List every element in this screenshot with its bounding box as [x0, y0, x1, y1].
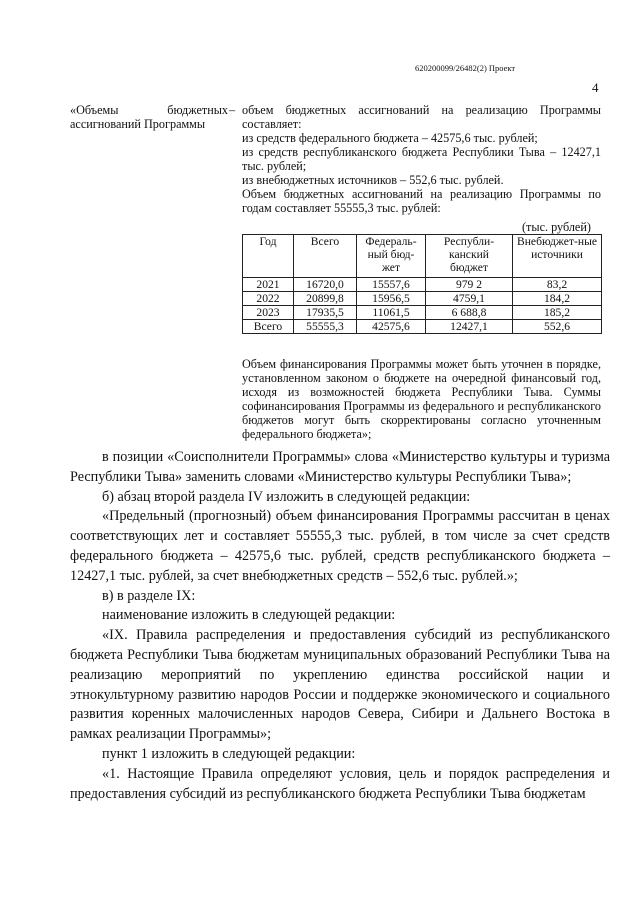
by-year-line: Объем бюджетных ассигнований на реализацию Программы по годам составляет 55555,3 тыс. рублей:: [242, 187, 601, 215]
table-header-cell: Республи-канский бюджет: [426, 235, 513, 278]
amendment-text: [70, 448, 610, 804]
paragraph: б) абзац второй раздела IV изложить в следующей редакции:: [102, 488, 471, 505]
paragraph: «IX. Правила распределения и предоставления субсидий из республиканского бюджета Республики Тыва бюджетам муниципальных образований Республики Тыва на реализацию мероприятий по укреплению единства российской нации и этнокультурному развитию народов России и поддержке экономического и социального развития коренных малочисленных народов Севера, Сибири и Дальнего Востока в рамках реализации Программы»;: [70, 627, 610, 743]
table-cell: 20899,8: [294, 292, 357, 306]
republic-budget-line: из средств республиканского бюджета Республики Тыва – 12427,1 тыс. рублей;: [242, 145, 601, 173]
federal-budget-line: из средств федерального бюджета – 42575,6 тыс. рублей;: [242, 131, 538, 145]
table-header-cell: Всего: [294, 235, 357, 278]
paragraph: «1. Настоящие Правила определяют условия, цель и порядок распределения и предоставления субсидий из республиканского бюджета Республики Тыва бюджетам: [70, 765, 610, 802]
table-cell: Всего: [243, 320, 294, 334]
paragraph: в) в разделе IX:: [102, 587, 196, 604]
table-cell: 55555,3: [294, 320, 357, 334]
table-cell: 42575,6: [357, 320, 426, 334]
extrabudget-line: из внебюджетных источников – 552,6 тыс. рублей.: [242, 173, 504, 187]
paragraph: наименование изложить в следующей редакции:: [102, 607, 396, 624]
table-cell: 4759,1: [426, 292, 513, 306]
paragraph: пункт 1 изложить в следующей редакции:: [102, 745, 356, 762]
passport-row-content: [242, 103, 601, 215]
budget-total-line: объем бюджетных ассигнований на реализацию Программы составляет:: [242, 103, 601, 131]
financing-note: Объем финансирования Программы может быть уточнен в порядке, установленном законом о бюджете на очередной финансовый год, исходя из возможностей бюджета Республики Тыва. Суммы софинансирования Программы из федерального и республиканского бюджетов могут быть скорректированы согласно уточненным федерального бюджета»;: [242, 357, 601, 441]
table-cell: 11061,5: [357, 306, 426, 320]
table-cell: 17935,5: [294, 306, 357, 320]
table-row: [243, 278, 602, 292]
table-row: [243, 292, 602, 306]
table-header-row: [243, 235, 602, 278]
table-cell: 15956,5: [357, 292, 426, 306]
table-cell: 15557,6: [357, 278, 426, 292]
document-number: 620200099/26482(2) Проект: [415, 63, 516, 73]
table-cell: 16720,0: [294, 278, 357, 292]
table-row-total: [243, 320, 602, 334]
table-cell: 2022: [243, 292, 294, 306]
table-header-cell: Федераль-ный бюд-жет: [357, 235, 426, 278]
table-cell: 184,2: [513, 292, 602, 306]
table-cell: 2023: [243, 306, 294, 320]
table-cell: 83,2: [513, 278, 602, 292]
paragraph: «Предельный (прогнозный) объем финансирования Программы рассчитан в ценах соответствующих лет и составляет 55555,3 тыс. рублей, в том числе за счет средств федерального бюджета – 42575,6 тыс. рублей, средств республиканского бюджета – 12427,1 тыс. рублей, за счет внебюджетных средств – 552,6 тыс. рублей.»;: [70, 508, 610, 584]
budget-table: [242, 234, 602, 334]
page-number: 4: [592, 80, 599, 95]
passport-row-label: «Объемы бюджетных ассигнований Программы: [70, 103, 228, 131]
table-cell: 979 2: [426, 278, 513, 292]
table-cell: 6 688,8: [426, 306, 513, 320]
table-unit: (тыс. рублей): [522, 220, 591, 234]
table-cell: 12427,1: [426, 320, 513, 334]
paragraph: в позиции «Соисполнители Программы» слова «Министерство культуры и туризма Республики Тыва» заменить словами «Министерство культуры Республики Тыва»;: [70, 449, 610, 485]
table-header-cell: Внебюджет-ные источники: [513, 235, 602, 278]
table-cell: 2021: [243, 278, 294, 292]
table-cell: 185,2: [513, 306, 602, 320]
table-header-cell: Год: [243, 235, 294, 278]
table-row: [243, 306, 602, 320]
table-cell: 552,6: [513, 320, 602, 334]
passport-row-dash: –: [229, 103, 236, 117]
